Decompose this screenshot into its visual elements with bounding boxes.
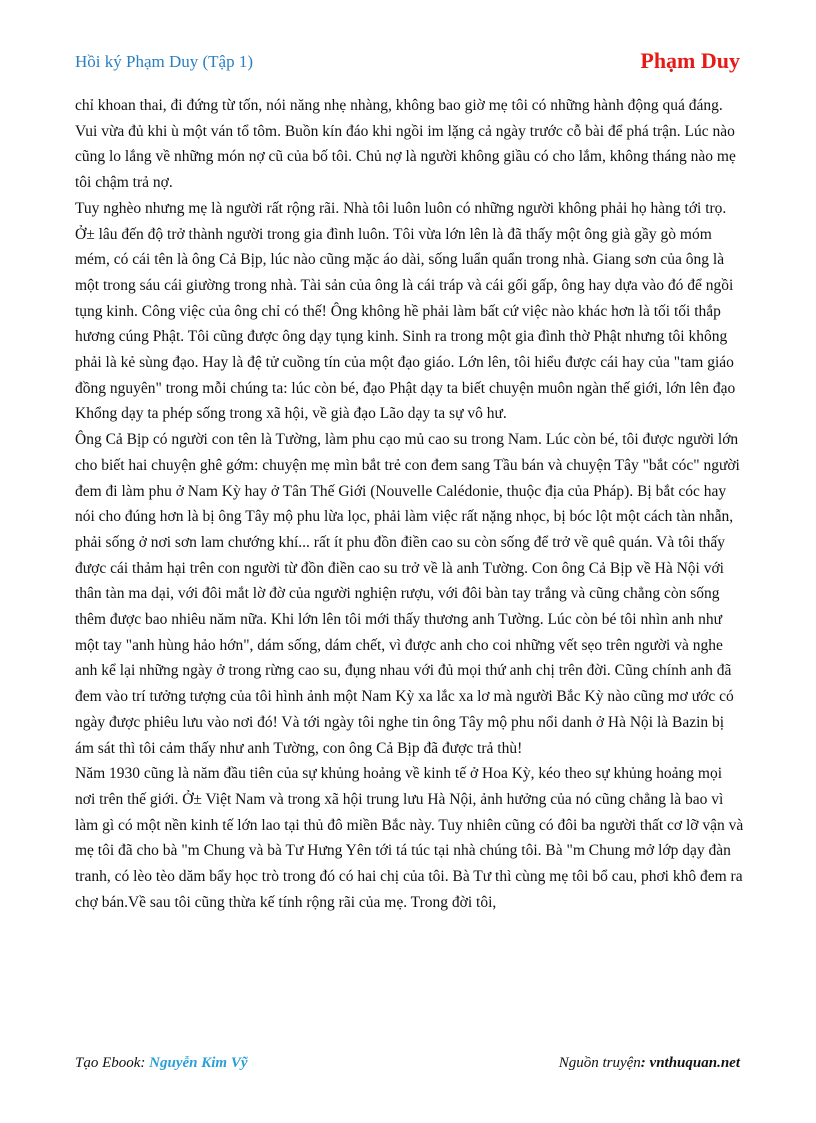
- source-label: Nguồn truyện: [558, 1055, 641, 1071]
- page-footer: [75, 1055, 740, 1077]
- author-name: Phạm Duy: [640, 48, 740, 73]
- page-header: [75, 48, 740, 78]
- ebook-label: Tạo Ebook: [75, 1055, 141, 1071]
- ebook-creator: Nguyễn Kim Vỹ: [149, 1055, 248, 1071]
- paragraph: Tuy nghèo nhưng mẹ là người rất rộng rãi. Nhà tôi luôn luôn có những người không phải họ hàng tới trọ. Ở± lâu đến độ trở thành người trong gia đình luôn. Tôi vừa lớn lên là đã thấy một ông già gầy gò móm mém, có cái tên là ông Cả Bịp, lúc nào cũng mặc áo dài, sống luẩn quẩn trong nhà. Giang sơn của ông là một trong sáu cái giường trong nhà. Tài sản của ông là cái tráp và cái gối gấp, ông hay dựa vào đó để ngồi tụng kinh. Công việc của ông chỉ có thế! Ông không hề phải làm bất cứ việc nào khác hơn là tối tối thắp hương cúng Phật. Tôi cũng được ông dạy tụng kinh. Sinh ra trong một gia đình thờ Phật nhưng tôi không phải là kẻ sùng đạo. Hay là đệ tử cuồng tín của một đạo giáo. Lớn lên, tôi hiểu được cái hay của "tam giáo đồng nguyên" trong mỗi chúng ta: lúc còn bé, đạo Phật dạy ta biết chuyện muôn ngàn thế giới, lớn lên đạo Khổng dạy ta phép sống trong xã hội, về già đạo Lão dạy ta sự vô hư.: [75, 199, 736, 423]
- paragraph: chỉ khoan thai, đi đứng từ tốn, nói năng nhẹ nhàng, không bao giờ mẹ tôi có những hành động quá đáng. Vui vừa đủ khi ù một ván tổ tôm. Buồn kín đáo khi ngồi im lặng cả ngày trước cỗ bài để phá trận. Lúc nào cũng lo lắng về những món nợ cũ của bố tôi. Chủ nợ là người không giầu có cho lắm, không tháng nào mẹ tôi chậm trả nợ.: [75, 97, 736, 192]
- paragraph: Ông Cả Bịp có người con tên là Tường, làm phu cạo mủ cao su trong Nam. Lúc còn bé, tôi được người lớn cho biết hai chuyện ghê gớm: chuyện mẹ mìn bắt trẻ con đem sang Tầu bán và chuyện Tây "bắt cóc" người đem đi làm phu ở Nam Kỳ hay ở Tân Thế Giới (Nouvelle Calédonie, thuộc địa của Pháp). Bị bắt cóc hay nói cho đúng hơn là bị ông Tây mộ phu lừa lọc, phải làm việc rất nặng nhọc, bị bóc lột một cách tàn nhẫn, phải sống ở nơi sơn lam chướng khí... rất ít phu đồn điền cao su còn sống để trở về quê quán. Và tôi thấy được cái thảm hại trên con người từ đồn điền cao su trở về là anh Tường. Con ông Cả Bịp về Hà Nội với thân tàn ma dại, với đôi mắt lờ đờ của người nghiện rượu, với đôi bàn tay trắng và cũng chẳng còn sống thêm được bao nhiêu năm nữa. Khi lớn lên tôi mới thấy thương anh Tường. Lúc còn bé tôi nhìn anh như một tay "anh hùng hảo hớn", dám sống, dám chết, vì được anh cho coi những vết sẹo trên người và nghe anh kể lại những ngày ở trong rừng cao su, đụng nhau với đủ mọi thứ anh chị trên đời. Cũng chính anh đã đem vào trí tưởng tượng của tôi hình ảnh một Nam Kỳ xa lắc xa lơ mà người Bắc Kỳ nào cũng mơ ước có ngày được phiêu lưu vào nơi đó! Và tới ngày tôi nghe tin ông Tây mộ phu nổi danh ở Hà Nội là Bazin bị ám sát thì tôi cảm thấy như anh Tường, con ông Cả Bịp đã được trả thù!: [75, 431, 740, 757]
- source-separator: :: [640, 1055, 650, 1071]
- paragraph: Năm 1930 cũng là năm đầu tiên của sự khủng hoảng về kinh tế ở Hoa Kỳ, kéo theo sự khủng hoảng mọi nơi trên thế giới. Ở± Việt Nam và trong xã hội trung lưu Hà Nội, ảnh hưởng của nó cũng chẳng là bao vì làm gì có một nền kinh tế lớn lao tại thủ đô miền Bắc này. Tuy nhiên cũng có đôi ba người thất cơ lỡ vận và mẹ tôi đã cho bà "m Chung và bà Tư Hưng Yên tới tá túc tại nhà chúng tôi. Bà "m Chung mở lớp dạy đàn tranh, có lèo tèo dăm bẩy học trò trong đó có hai chị của tôi. Bà Tư thì cùng mẹ tôi bổ cau, phơi khô đem ra chợ bán.Về sau tôi cũng thừa kế tính rộng rãi của mẹ. Trong đời tôi,: [75, 765, 744, 911]
- ebook-credit: [75, 1055, 248, 1072]
- source-site-link[interactable]: vnthuquan.net: [649, 1055, 740, 1071]
- ebook-separator: :: [140, 1055, 150, 1071]
- source-credit: [559, 1055, 740, 1072]
- book-title: Hồi ký Phạm Duy (Tập 1): [75, 52, 254, 71]
- page-body: [75, 93, 745, 916]
